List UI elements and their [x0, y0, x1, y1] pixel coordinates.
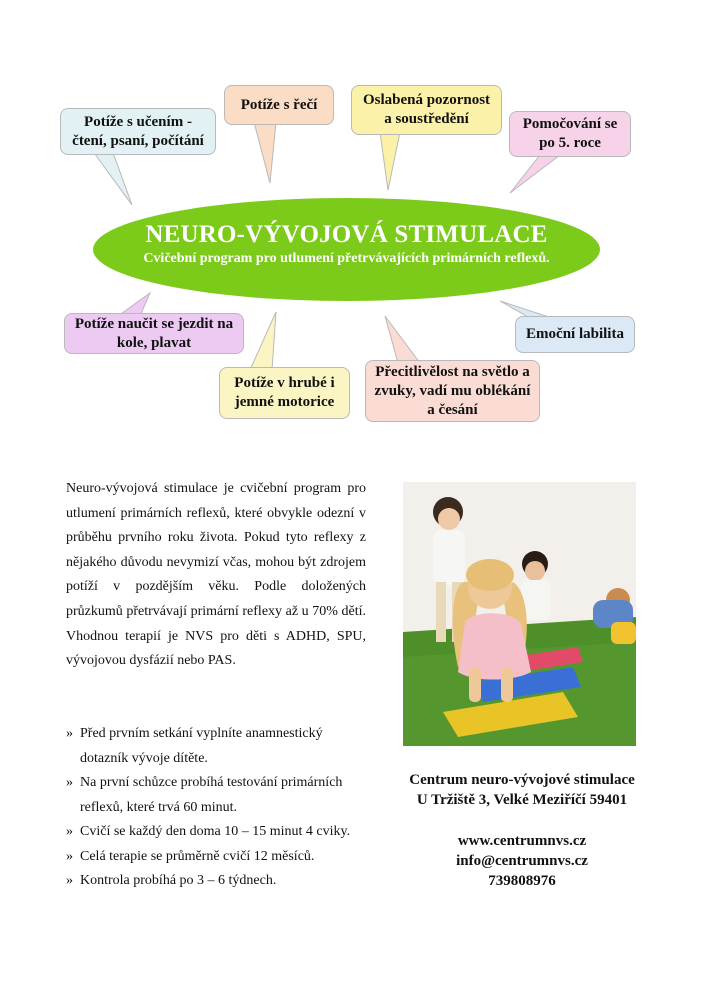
- bubble-emotion-text: Emoční labilita: [526, 326, 624, 342]
- step-text: Celá terapie se průměrně cvičí 12 měsíců.: [80, 848, 315, 864]
- bullet-mark: »: [66, 824, 73, 839]
- step-text: Kontrola probíhá po 3 – 6 týdnech.: [80, 873, 277, 888]
- center-subtitle: Cvičební program pro utlumení přetrvávajících primárních reflexů.: [143, 251, 550, 266]
- bubble-bike-text: Potíže naučit se jezdit na kole, plavat: [74, 315, 234, 351]
- bubble-speech-text: Potíže s řečí: [240, 96, 318, 113]
- bubble-learning-difficulties: [60, 108, 216, 155]
- center-address: U Tržiště 3, Velké Meziříčí 59401: [416, 792, 628, 808]
- tail-motor: [250, 312, 276, 370]
- center-title: NEURO-VÝVOJOVÁ STIMULACE: [145, 221, 548, 248]
- bubble-attention: [351, 85, 502, 135]
- bubble-bedwetting-text: Pomočování se po 5. roce: [522, 116, 618, 151]
- center-name: Centrum neuro-vývojové stimulace: [409, 772, 635, 788]
- tail-attention: [380, 132, 400, 190]
- website-link[interactable]: www.centrumnvs.cz: [457, 833, 587, 849]
- bubble-bike-swimming: [64, 313, 244, 354]
- step-text: Na první schůzce probíhá testování primárních reflexů, které trvá 60 minut.: [80, 775, 343, 815]
- bubble-emotional-lability: [515, 316, 635, 353]
- bubble-bedwetting: [509, 111, 631, 157]
- bubble-motor-skills: [219, 367, 350, 419]
- step-text: Cvičí se každý den doma 10 – 15 minut 4 cviky.: [80, 824, 351, 839]
- bubble-motor-text: Potíže v hrubé i jemné motorice: [234, 375, 335, 410]
- tail-repeat: [510, 155, 560, 193]
- bubble-attention-text: Oslabená pozornost a soustředění: [362, 92, 491, 127]
- tail-learning: [92, 150, 132, 205]
- bullet-mark: »: [66, 726, 73, 741]
- intro-paragraph: Neuro-vývojová stimulace je cvičební program pro utlumení primárních reflexů, které obvykle odezní v průběhu prvního roku života. Pokud tyto reflexy z nějakého důvodu nevymizí včas, mohou být zdrojem potíží v pozdějším věku. Podle doložených průzkumů přetrvávají primární reflexy až u 70% dětí. Vhodnou terapií je NVS pro děti s ADHD, SPU, vývojovou dysfázií nebo PAS.: [66, 481, 366, 669]
- bullet-mark: »: [66, 873, 73, 888]
- phone-number: 739808976: [488, 873, 556, 889]
- bullet-mark: »: [66, 775, 73, 790]
- bubble-oversensitivity: [365, 360, 540, 422]
- center-ellipse: [93, 198, 600, 301]
- bubble-learning-text: Potíže s učením - čtení, psaní, počítání: [72, 113, 204, 149]
- bubble-speech-difficulties: [224, 85, 334, 125]
- tail-light: [385, 316, 420, 363]
- tail-speech: [254, 122, 276, 183]
- step-text: Před prvním setkání vyplníte anamnestický dotazník vývoje dítěte.: [80, 726, 323, 766]
- bullet-mark: »: [66, 848, 73, 864]
- bubble-light-text: Přecitlivělost na světlo a zvuky, vadí mu oblékání a česání: [374, 363, 531, 418]
- email-link[interactable]: info@centrumnvs.cz: [456, 853, 588, 869]
